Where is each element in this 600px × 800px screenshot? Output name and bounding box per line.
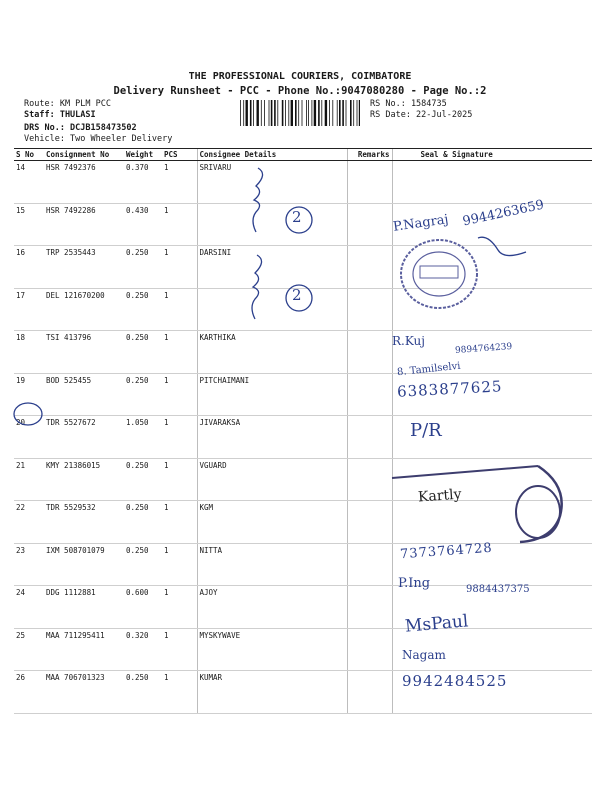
handwritten-count: 2 [292,208,302,226]
row-consignee: KUMAR [197,671,347,714]
row-sno: 19 [14,373,44,416]
row-sno: 23 [14,543,44,586]
row-weight: 0.600 [124,586,162,629]
row-weight: 0.250 [124,373,162,416]
row-weight: 0.250 [124,331,162,374]
handwritten-count: 2 [292,286,302,304]
row-consignee: NITTA [197,543,347,586]
row-pcs: 1 [162,246,197,289]
row-consignment-no: DEL 121670200 [44,288,124,331]
row-pcs: 1 [162,203,197,246]
row-consignee: SRIVARU [197,161,347,204]
handwritten-signature: R.Kuj [392,334,425,348]
brace-stroke [252,255,262,319]
rs-date: RS Date: 22-Jul-2025 [370,110,473,120]
row-pcs: 1 [162,373,197,416]
row-sno: 21 [14,458,44,501]
staff-label: Staff: THULASI [24,110,96,120]
row-sno: 24 [14,586,44,629]
row-pcs: 1 [162,586,197,629]
row-pcs: 1 [162,288,197,331]
handwritten-signature: MsPaul [404,611,470,637]
signature-stroke [478,237,526,255]
row-weight: 0.250 [124,458,162,501]
row-sno: 14 [14,161,44,204]
row-consignee: JIVARAKSA [197,416,347,459]
row-pcs: 1 [162,501,197,544]
handwritten-phone: 9884437375 [466,584,530,595]
row-consignment-no: DDG 1112881 [44,586,124,629]
row-pcs: 1 [162,628,197,671]
row-weight: 0.250 [124,246,162,289]
column-header: S No [14,149,44,161]
handwritten-signature: 8. Tamilselvi [396,360,461,379]
column-header: Seal & Signature [392,149,592,161]
vehicle-label: Vehicle: Two Wheeler Delivery [24,134,173,144]
seal-stamp-icon [398,236,480,312]
row-weight: 0.250 [124,288,162,331]
row-pcs: 1 [162,331,197,374]
column-header: Consignment No [44,149,124,161]
row-sno: 15 [14,203,44,246]
column-header: Remarks [347,149,392,161]
route-label: Route: KM PLM PCC [24,99,111,109]
column-header: Weight [124,149,162,161]
row-consignment-no: IXM 508701079 [44,543,124,586]
row-sno: 18 [14,331,44,374]
handwritten-phone: 9894764239 [454,342,513,356]
column-header: Consignee Details [197,149,347,161]
row-consignment-no: HSR 7492376 [44,161,124,204]
handwritten-phone: 9944263659 [461,197,546,230]
runsheet-subtitle: Delivery Runsheet - PCC - Phone No.:9047080280 - Page No.:2 [113,85,487,97]
row-consignment-no: TDR 5527672 [44,416,124,459]
row-weight: 0.370 [124,161,162,204]
row-consignee: AJOY [197,586,347,629]
column-header: PCS [162,149,197,161]
row-pcs: 1 [162,671,197,714]
row-sno: 17 [14,288,44,331]
row-consignee: KARTHIKA [197,331,347,374]
row-weight: 0.320 [124,628,162,671]
company-seal-icon [388,460,568,544]
row-consignment-no: BOD 525455 [44,373,124,416]
row-sno: 16 [14,246,44,289]
handwritten-signature: P.Nagraj [392,212,450,235]
row-sno: 22 [14,501,44,544]
row-pcs: 1 [162,416,197,459]
row-sno: 25 [14,628,44,671]
row-consignment-no: TSI 413796 [44,331,124,374]
circle-stroke [14,403,42,425]
row-consignment-no: MAA 706701323 [44,671,124,714]
row-weight: 0.430 [124,203,162,246]
row-consignment-no: HSR 7492286 [44,203,124,246]
drs-label: DRS No.: DCJB158473502 [24,123,137,133]
row-consignee: MYSKYWAVE [197,628,347,671]
row-pcs: 1 [162,458,197,501]
brace-stroke [253,168,263,232]
rs-number: RS No.: 1584735 [370,99,447,109]
row-pcs: 1 [162,543,197,586]
row-pcs: 1 [162,161,197,204]
handwritten-signature: Kartly [417,486,463,506]
row-weight: 0.250 [124,671,162,714]
row-sno: 26 [14,671,44,714]
row-weight: 0.250 [124,543,162,586]
handwritten-signature: Nagam [402,648,446,662]
row-consignee: KGM [197,501,347,544]
handwritten-phone: 6383877625 [396,377,503,401]
row-consignment-no: TDR 5529532 [44,501,124,544]
row-consignment-no: KMY 21386015 [44,458,124,501]
row-consignee: DARSINI [197,246,347,289]
handwritten-phone: 9942484525 [402,672,508,690]
row-consignment-no: TRP 2535443 [44,246,124,289]
company-title: THE PROFESSIONAL COURIERS, COIMBATORE [188,71,412,82]
row-weight: 0.250 [124,501,162,544]
handwritten-phone: 7373764728 [399,540,494,563]
row-consignment-no: MAA 711295411 [44,628,124,671]
row-consignee: VGUARD [197,458,347,501]
handwritten-signature: P.Ing [398,576,431,591]
handwritten-note: P/R [410,420,442,441]
row-sno: 20 [14,416,44,459]
row-consignee: PITCHAIMANI [197,373,347,416]
row-weight: 1.050 [124,416,162,459]
